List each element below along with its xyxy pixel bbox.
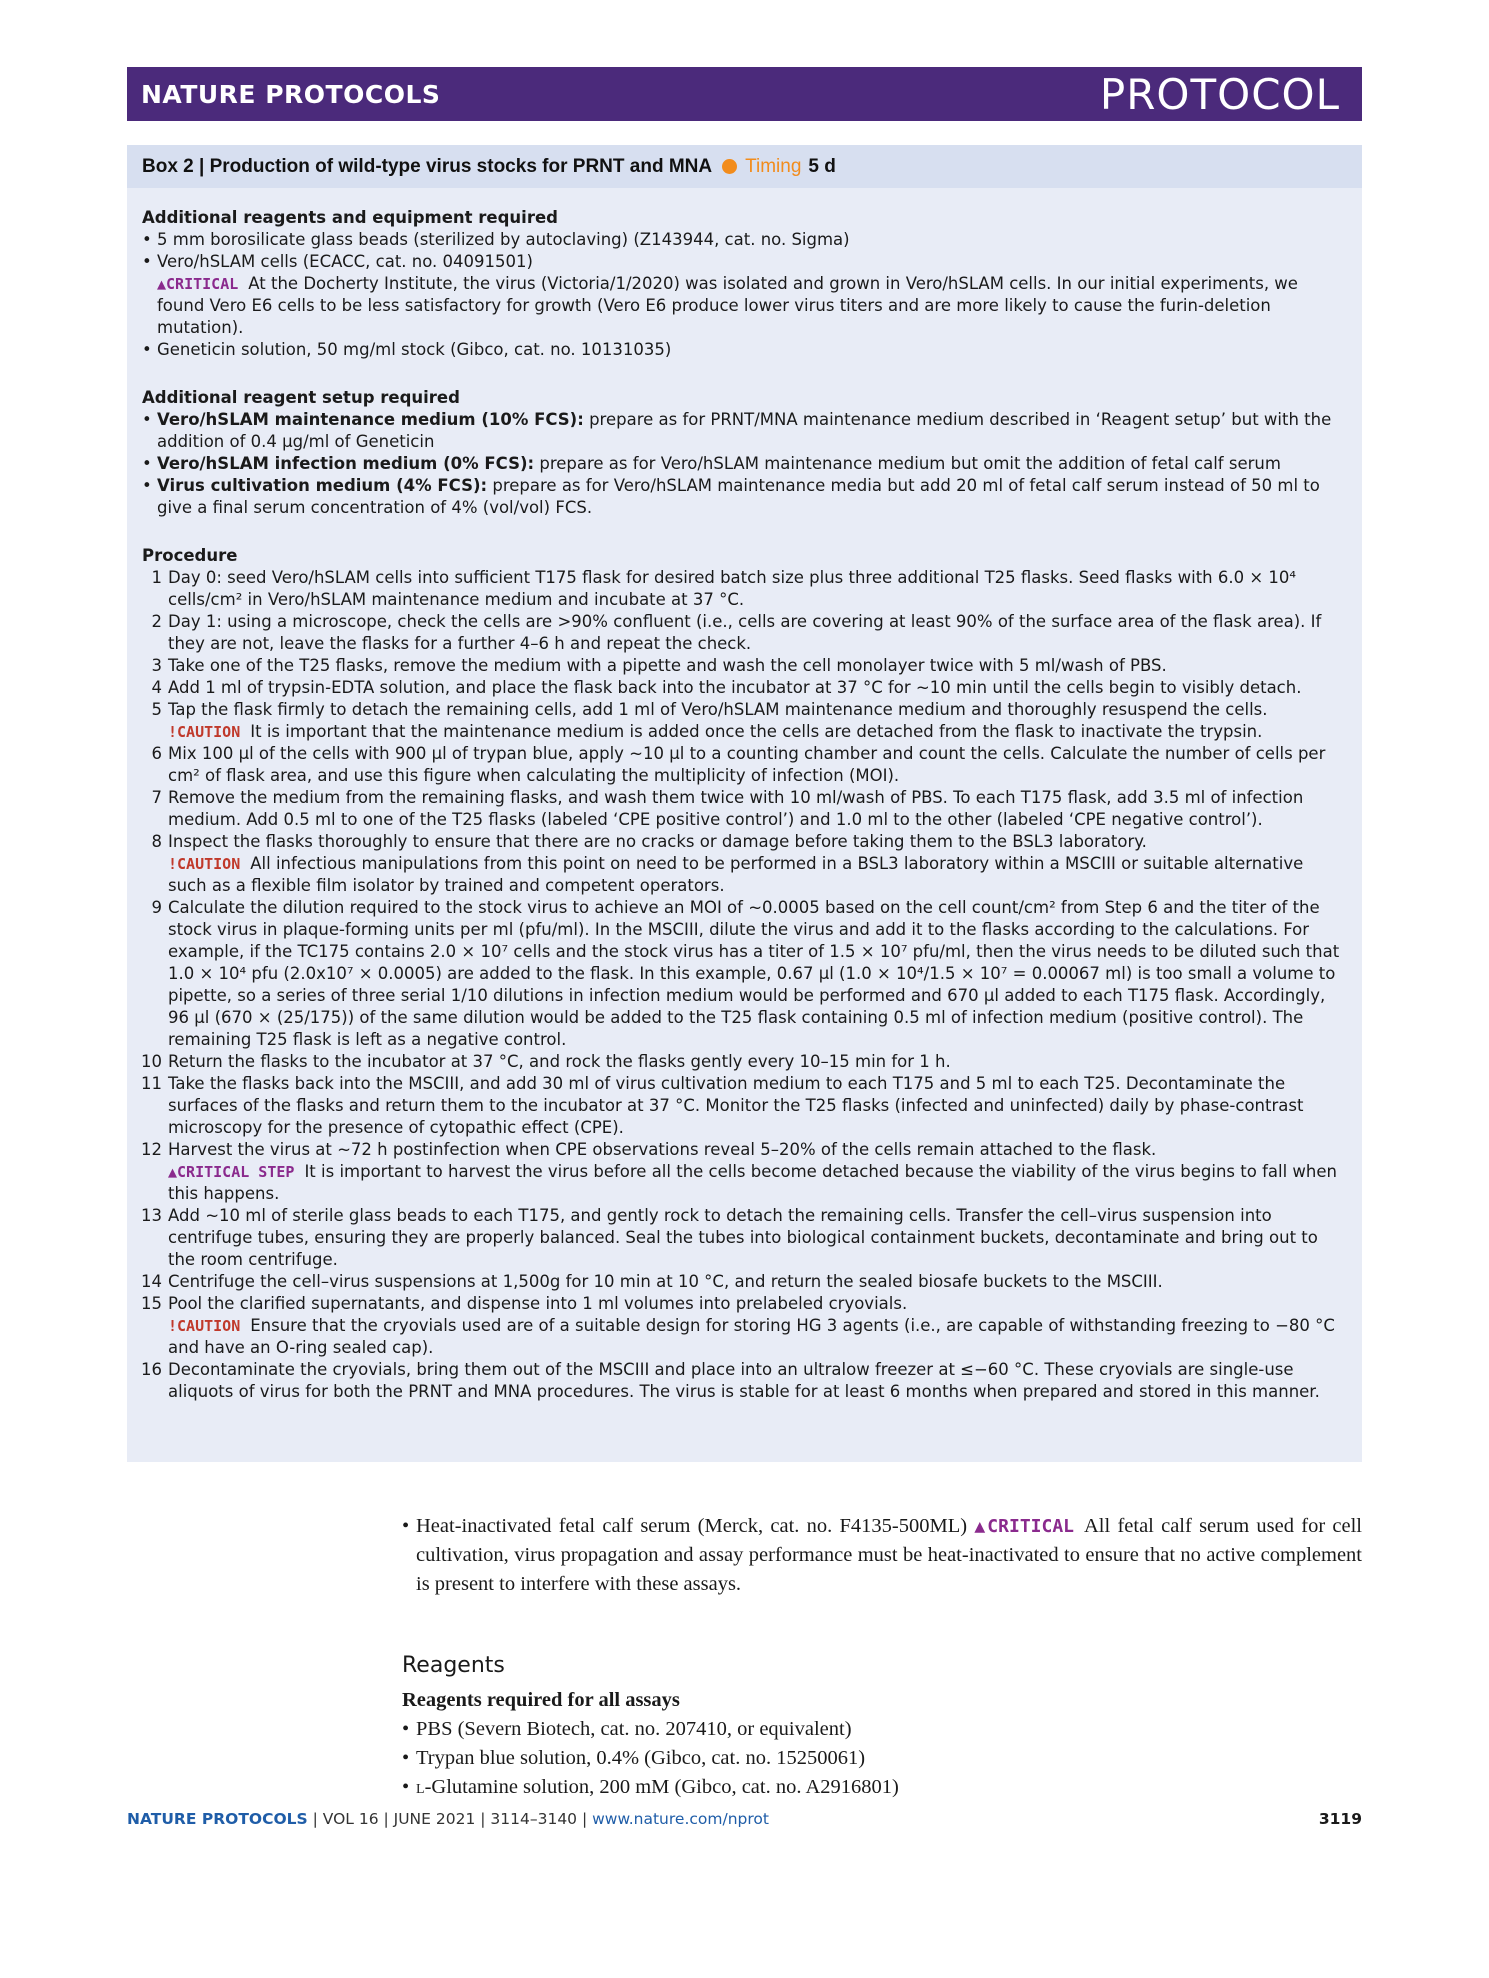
timing-dot-icon	[722, 159, 737, 174]
box-body	[142, 207, 1347, 1403]
caution-note	[168, 853, 1347, 897]
procedure-step: 7 Remove the medium from the remaining flasks, and wash them twice with 10 ml/wash of PBS. To each T175 flask, add 3.5 ml of infection medium. Add 0.5 ml to one of the T25 flasks (labeled ‘CPE positive control’) and 1.0 ml to the other (labeled ‘CPE negative control’).	[151, 788, 1304, 829]
step-text: Inspect the flasks thoroughly to ensure that there are no cracks or damage before taking them to the BSL3 laboratory.	[168, 832, 1147, 851]
critical-step-note	[168, 1161, 1347, 1205]
glutamine-text: -Glutamine solution, 200 mM (Gibco, cat. no. A2916801)	[424, 1776, 899, 1798]
timing-label: Timing	[745, 155, 802, 177]
equipment-item: • 5 mm borosilicate glass beads (sterilized by autoclaving) (Z143944, cat. no. Sigma)	[142, 229, 1347, 251]
procedure-step: 6 Mix 100 μl of the cells with 900 μl of trypan blue, apply ~10 μl to a counting chamber and count the cells. Calculate the number of cells per cm² of flask area, and use this figure when calculating the multiplicity of infection (MOI).	[151, 744, 1326, 785]
procedure-step: 4 Add 1 ml of trypsin-EDTA solution, and place the flask back into the incubator at 37 °C for ~10 min until the cells begin to visibly detach.	[151, 678, 1302, 697]
procedure-step: 12 Harvest the virus at ~72 h postinfection when CPE observations reveal 5–20% of the cells remain attached to the flask. ▲CRITICAL STEP It is important to harvest the virus before all the cells become detached because the viability of the virus begins to fall when this happens.	[142, 1139, 1347, 1205]
step-text: Calculate the dilution required to the stock virus to achieve an MOI of ~0.0005 based on the cell count/cm² from Step 6 and the titer of the stock virus in plaque-forming units per ml (pfu/ml). In the MSCIII, dilute the virus and add it to the flasks according to the calculations. For example, if the TC175 contains 2.0 × 10⁷ cells and the stock virus has a titer of 1.5 × 10⁷ pfu/ml, then the virus needs to be diluted such that 1.0 × 10⁴ pfu (2.0x10⁷ × 0.0005) are added to the flask. In this example, 0.67 μl (1.0 × 10⁴/1.5 × 10⁷ = 0.00067 ml) is too small a volume to pipette, so a series of three serial 1/10 dilutions in infection medium would be performed and 670 μl added to each T175 flask. Accordingly, 96 μl (670 × (25/175)) of the same dilution would be added to the T25 flask containing 0.5 ml of infection medium (positive control). The remaining T25 flask is left as a negative control.	[168, 898, 1340, 1049]
step-text: Day 0: seed Vero/hSLAM cells into sufficient T175 flask for desired batch size plus three additional T25 flasks. Seed flasks with 6.0 × 10⁴ cells/cm² in Vero/hSLAM maintenance medium and incubate at 37 °C.	[168, 568, 1297, 609]
box-title-text: Box 2 | Production of wild-type virus stocks for PRNT and MNA	[142, 155, 713, 177]
procedure-step: 11 Take the flasks back into the MSCIII, and add 30 ml of virus cultivation medium to each T175 and 5 ml to each T25. Decontaminate the surfaces of the flasks and return them to the incubator at 37 °C. Monitor the T25 flasks (infected and uninfected) daily by phase-contrast microscopy for the presence of cytopathic effect (CPE).	[141, 1074, 1304, 1137]
procedure-step: 3 Take one of the T25 flasks, remove the medium with a pipette and wash the cell monolayer twice with 5 ml/wash of PBS.	[151, 656, 1167, 675]
critical-step-text: It is important to harvest the virus before all the cells become detached because the viability of the virus begins to fall when this happens.	[168, 1162, 1337, 1203]
footer-citation	[127, 1810, 769, 1828]
setup-item-label: Virus cultivation medium (4% FCS):	[157, 476, 488, 495]
procedure-step: 15 Pool the clarified supernatants, and dispense into 1 ml volumes into prelabeled cryovials. !CAUTION Ensure that the cryovials used are of a suitable design for storing HG 3 agents (i.e., are capable of withstanding freezing to −80 °C and have an O-ring sealed cap).	[142, 1293, 1347, 1359]
footer-volume: | VOL 16 | JUNE 2021 | 3114–3140 |	[307, 1810, 593, 1828]
step-text: Remove the medium from the remaining flasks, and wash them twice with 10 ml/wash of PBS. To each T175 flask, add 3.5 ml of infection medium. Add 0.5 ml to one of the T25 flasks (labeled ‘CPE positive control’) and 1.0 ml to the other (labeled ‘CPE negative control’).	[168, 788, 1304, 829]
caution-note	[168, 1315, 1347, 1359]
equipment-item: • Geneticin solution, 50 mg/ml stock (Gibco, cat. no. 10131035)	[142, 339, 1347, 361]
caution-label: !CAUTION	[168, 1317, 241, 1335]
timing-value: 5 d	[808, 155, 836, 177]
step-text: Tap the flask firmly to detach the remaining cells, add 1 ml of Vero/hSLAM maintenance medium and thoroughly resuspend the cells.	[168, 700, 1268, 719]
reagent-item: • Trypan blue solution, 0.4% (Gibco, cat. no. 15250061)	[402, 1744, 1362, 1773]
page-number: 3119	[1318, 1810, 1362, 1828]
step-text: Harvest the virus at ~72 h postinfection when CPE observations reveal 5–20% of the cells remain attached to the flask.	[168, 1140, 1157, 1159]
step-text: Day 1: using a microscope, check the cells are >90% confluent (i.e., cells are covering at least 90% of the surface area of the flask area). If they are not, leave the flasks for a further 4–6 h and repeat the check.	[168, 612, 1322, 653]
procedure-step: 16 Decontaminate the cryovials, bring them out of the MSCIII and place into an ultralow freezer at ≤−60 °C. These cryovials are single-use aliquots of virus for both the PRNT and MNA procedures. The virus is stable for at least 6 months when prepared and stored in this manner.	[141, 1360, 1320, 1401]
critical-note	[142, 273, 1347, 339]
step-text: Take the flasks back into the MSCIII, and add 30 ml of virus cultivation medium to each T175 and 5 ml to each T25. Decontaminate the surfaces of the flasks and return them to the incubator at 37 °C. Monitor the T25 flasks (infected and uninfected) daily by phase-contrast microscopy for the presence of cytopathic effect (CPE).	[168, 1074, 1304, 1137]
procedure-step: 13 Add ~10 ml of sterile glass beads to each T175, and gently rock to detach the remaining cells. Transfer the cell–virus suspension into centrifuge tubes, ensuring they are properly balanced. Seal the tubes into biological containment buckets, decontaminate and bring out to the room centrifuge.	[141, 1206, 1318, 1269]
journal-name: NATURE PROTOCOLS	[141, 79, 441, 109]
glutamine-prefix: l	[416, 1776, 425, 1798]
setup-item	[142, 409, 1347, 453]
step-text: Decontaminate the cryovials, bring them out of the MSCIII and place into an ultralow freezer at ≤−60 °C. These cryovials are single-use aliquots of virus for both the PRNT and MNA procedures. The virus is stable for at least 6 months when prepared and stored in this manner.	[168, 1360, 1320, 1401]
setup-item-text: prepare as for Vero/hSLAM maintenance medium but omit the addition of fetal calf serum	[539, 454, 1281, 473]
main-column	[402, 1512, 1362, 1802]
footer-url[interactable]: www.nature.com/nprot	[592, 1810, 769, 1828]
caution-text: It is important that the maintenance medium is added once the cells are detached from the flask to inactivate the trypsin.	[250, 722, 1263, 741]
step-text: Return the flasks to the incubator at 37 °C, and rock the flasks gently every 10–15 min for 1 h.	[168, 1052, 951, 1071]
critical-label: ▲CRITICAL	[974, 1516, 1074, 1537]
journal-header	[127, 67, 1362, 121]
procedure-step: 1 Day 0: seed Vero/hSLAM cells into sufficient T175 flask for desired batch size plus three additional T25 flasks. Seed flasks with 6.0 × 10⁴ cells/cm² in Vero/hSLAM maintenance medium and incubate at 37 °C.	[151, 568, 1297, 609]
box-title	[127, 145, 1362, 188]
step-text: Pool the clarified supernatants, and dispense into 1 ml volumes into prelabeled cryovials.	[168, 1294, 908, 1313]
reagent-item: • PBS (Severn Biotech, cat. no. 207410, or equivalent)	[402, 1715, 1362, 1744]
caution-note	[168, 721, 1347, 743]
reagents-subheading: Reagents required for all assays	[402, 1689, 680, 1711]
critical-label: ▲CRITICAL	[157, 275, 239, 293]
critical-step-label: ▲CRITICAL STEP	[168, 1163, 295, 1181]
footer-journal: NATURE PROTOCOLS	[127, 1810, 308, 1828]
fcs-item	[402, 1512, 1362, 1599]
step-text: Add ~10 ml of sterile glass beads to each T175, and gently rock to detach the remaining cells. Transfer the cell–virus suspension into centrifuge tubes, ensuring they are properly balanced. Seal the tubes into biological containment buckets, decontaminate and bring out to the room centrifuge.	[168, 1206, 1318, 1269]
step-text: Take one of the T25 flasks, remove the medium with a pipette and wash the cell monolayer twice with 5 ml/wash of PBS.	[168, 656, 1167, 675]
procedure-step: 10 Return the flasks to the incubator at 37 °C, and rock the flasks gently every 10–15 min for 1 h.	[141, 1052, 951, 1071]
setup-item	[142, 475, 1347, 519]
caution-label: !CAUTION	[168, 723, 241, 741]
setup-item-label: Vero/hSLAM maintenance medium (10% FCS):	[157, 410, 584, 429]
setup-item-label: Vero/hSLAM infection medium (0% FCS):	[157, 454, 535, 473]
box-2	[127, 145, 1362, 1462]
critical-text: At the Docherty Institute, the virus (Victoria/1/2020) was isolated and grown in Vero/hSLAM cells. In our initial experiments, we found Vero E6 cells to be less satisfactory for growth (Vero E6 produce lower virus titers and are more likely to cause the furin-deletion mutation).	[157, 274, 1298, 337]
procedure-step: 14 Centrifuge the cell–virus suspensions at 1,500g for 10 min at 10 °C, and return the sealed biosafe buckets to the MSCIII.	[141, 1272, 1163, 1291]
setup-heading: Additional reagent setup required	[142, 388, 460, 407]
fcs-item-text: Heat-inactivated fetal calf serum (Merck, cat. no. F4135-500ML)	[416, 1515, 968, 1537]
setup-item-text: prepare as for PRNT/MNA maintenance medium described in ‘Reagent setup’ but with the addition of 0.4 μg/ml of Geneticin	[157, 410, 1332, 451]
equipment-item: • Vero/hSLAM cells (ECACC, cat. no. 04091501)	[142, 251, 1347, 273]
equipment-heading: Additional reagents and equipment required	[142, 208, 558, 227]
step-text: Mix 100 μl of the cells with 900 μl of trypan blue, apply ~10 μl to a counting chamber and count the cells. Calculate the number of cells per cm² of flask area, and use this figure when calculating the multiplicity of infection (MOI).	[168, 744, 1326, 785]
setup-item	[142, 453, 1347, 475]
critical-text: All fetal calf serum used for cell cultivation, virus propagation and assay performance must be heat-inactivated to ensure that no active complement is present to interfere with these assays.	[416, 1515, 1362, 1595]
page-footer	[127, 1810, 1362, 1828]
caution-label: !CAUTION	[168, 855, 241, 873]
reagent-item	[402, 1773, 1362, 1802]
caution-text: All infectious manipulations from this point on need to be performed in a BSL3 laboratory within a MSCIII or suitable alternative such as a flexible film isolator by trained and competent operators.	[168, 854, 1304, 895]
setup-item-text: prepare as for Vero/hSLAM maintenance media but add 20 ml of fetal calf serum instead of 50 ml to give a final serum concentration of 4% (vol/vol) FCS.	[157, 476, 1320, 517]
step-text: Add 1 ml of trypsin-EDTA solution, and place the flask back into the incubator at 37 °C for ~10 min until the cells begin to visibly detach.	[168, 678, 1302, 697]
procedure-step: 2 Day 1: using a microscope, check the cells are >90% confluent (i.e., cells are covering at least 90% of the surface area of the flask area). If they are not, leave the flasks for a further 4–6 h and repeat the check.	[151, 612, 1322, 653]
procedure-step: 8 Inspect the flasks thoroughly to ensure that there are no cracks or damage before taking them to the BSL3 laboratory. !CAUTION All infectious manipulations from this point on need to be performed in a BSL3 laboratory within a MSCIII or suitable alternative such as a flexible film isolator by trained and competent operators.	[142, 831, 1347, 897]
procedure-heading: Procedure	[142, 546, 238, 565]
caution-text: Ensure that the cryovials used are of a suitable design for storing HG 3 agents (i.e., are capable of withstanding freezing to −80 °C and have an O-ring sealed cap).	[168, 1316, 1335, 1357]
step-text: Centrifuge the cell–virus suspensions at 1,500g for 10 min at 10 °C, and return the sealed biosafe buckets to the MSCIII.	[168, 1272, 1163, 1291]
procedure-step: 9 Calculate the dilution required to the stock virus to achieve an MOI of ~0.0005 based on the cell count/cm² from Step 6 and the titer of the stock virus in plaque-forming units per ml (pfu/ml). In the MSCIII, dilute the virus and add it to the flasks according to the calculations. For example, if the TC175 contains 2.0 × 10⁷ cells and the stock virus has a titer of 1.5 × 10⁷ pfu/ml, then the virus needs to be diluted such that 1.0 × 10⁴ pfu (2.0x10⁷ × 0.0005) are added to the flask. In this example, 0.67 μl (1.0 × 10⁴/1.5 × 10⁷ = 0.00067 ml) is too small a volume to pipette, so a series of three serial 1/10 dilutions in infection medium would be performed and 670 μl added to each T175 flask. Accordingly, 96 μl (670 × (25/175)) of the same dilution would be added to the T25 flask containing 0.5 ml of infection medium (positive control). The remaining T25 flask is left as a negative control.	[151, 898, 1340, 1049]
reagents-heading: Reagents	[402, 1653, 505, 1678]
article-type: PROTOCOL	[1099, 69, 1340, 119]
procedure-steps	[142, 567, 1347, 1403]
procedure-step: 5 Tap the flask firmly to detach the remaining cells, add 1 ml of Vero/hSLAM maintenance medium and thoroughly resuspend the cells. !CAUTION It is important that the maintenance medium is added once the cells are detached from the flask to inactivate the trypsin.	[142, 699, 1347, 743]
